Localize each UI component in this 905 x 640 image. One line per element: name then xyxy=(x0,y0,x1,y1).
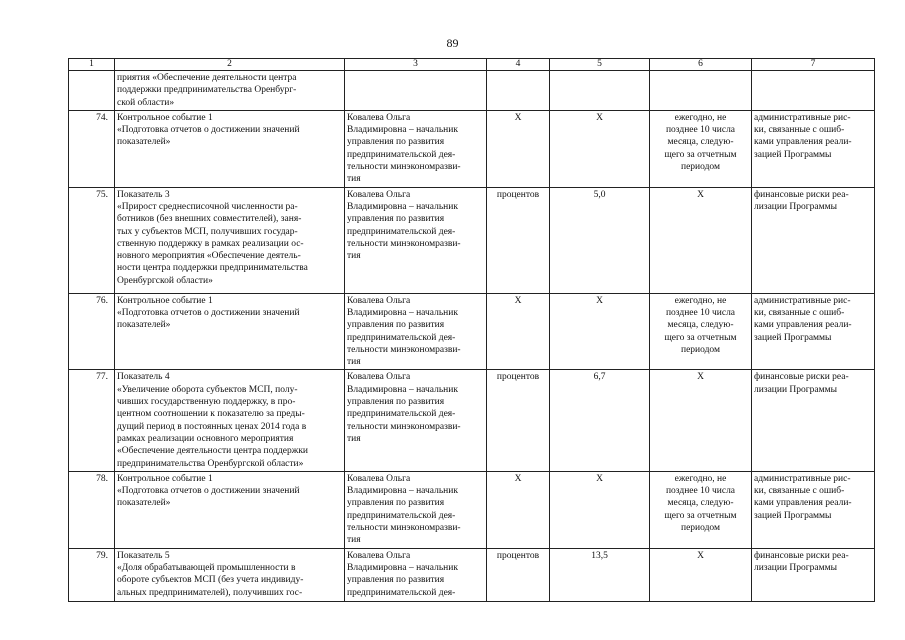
term-cell: ежегодно, не позднее 10 числа месяца, следую- щего за отчетным периодом xyxy=(650,293,752,370)
table-row xyxy=(69,293,875,370)
value-cell: X xyxy=(550,293,650,370)
row-number xyxy=(69,71,115,111)
value-cell: 6,7 xyxy=(550,370,650,471)
responsible-cell: Ковалева Ольга Владимировна – начальник управления по развития предпринимательской дея- тельности минэкономразви- тия xyxy=(345,293,487,370)
unit-cell: процентов xyxy=(487,187,550,293)
row-number: 75. xyxy=(69,187,115,293)
unit-cell: X xyxy=(487,293,550,370)
column-number: 3 xyxy=(345,59,487,71)
column-number: 4 xyxy=(487,59,550,71)
table-row xyxy=(69,370,875,471)
term-cell: ежегодно, не позднее 10 числа месяца, следую- щего за отчетным периодом xyxy=(650,471,752,548)
term-cell: X xyxy=(650,370,752,471)
description-cell: Контрольное событие 1 «Подготовка отчетов о достижении значений показателей» xyxy=(115,471,345,548)
value-cell xyxy=(550,71,650,111)
description-cell: Контрольное событие 1 «Подготовка отчетов о достижении значений показателей» xyxy=(115,110,345,187)
unit-cell xyxy=(487,71,550,111)
column-number: 6 xyxy=(650,59,752,71)
term-cell: X xyxy=(650,187,752,293)
program-table xyxy=(68,58,875,602)
responsible-cell: Ковалева Ольга Владимировна – начальник управления по развития предпринимательской дея- тельности минэкономразви- тия xyxy=(345,370,487,471)
risk-cell: финансовые риски реа- лизации Программы xyxy=(752,370,875,471)
value-cell: 13,5 xyxy=(550,548,650,601)
column-number: 2 xyxy=(115,59,345,71)
responsible-cell: Ковалева Ольга Владимировна – начальник управления по развития предпринимательской дея- тельности минэкономразви- тия xyxy=(345,471,487,548)
responsible-cell xyxy=(345,71,487,111)
column-number: 5 xyxy=(550,59,650,71)
description-cell: приятия «Обеспечение деятельности центра поддержки предпринимательства Оренбург- ской области» xyxy=(115,71,345,111)
unit-cell: X xyxy=(487,471,550,548)
unit-cell: X xyxy=(487,110,550,187)
term-cell: X xyxy=(650,548,752,601)
responsible-cell: Ковалева Ольга Владимировна – начальник управления по развития предпринимательской дея- xyxy=(345,548,487,601)
responsible-cell: Ковалева Ольга Владимировна – начальник управления по развития предпринимательской дея- тельности минэкономразви- тия xyxy=(345,110,487,187)
table-row xyxy=(69,187,875,293)
risk-cell: финансовые риски реа- лизации Программы xyxy=(752,548,875,601)
risk-cell: административные рис- ки, связанные с ошиб- ками управления реали- зацией Программы xyxy=(752,110,875,187)
row-number: 74. xyxy=(69,110,115,187)
row-number: 78. xyxy=(69,471,115,548)
row-number: 76. xyxy=(69,293,115,370)
table-row xyxy=(69,110,875,187)
page-number: 89 xyxy=(446,36,459,50)
unit-cell: процентов xyxy=(487,370,550,471)
table-row xyxy=(69,71,875,111)
description-cell: Показатель 5 «Доля обрабатывающей промышленности в обороте субъектов МСП (без учета индивиду- альных предпринимателей), получивших гос- xyxy=(115,548,345,601)
value-cell: X xyxy=(550,471,650,548)
row-number: 77. xyxy=(69,370,115,471)
description-cell: Контрольное событие 1 «Подготовка отчетов о достижении значений показателей» xyxy=(115,293,345,370)
column-number: 7 xyxy=(752,59,875,71)
risk-cell: финансовые риски реа- лизации Программы xyxy=(752,187,875,293)
description-cell: Показатель 3 «Прирост среднесписочной численности ра- ботников (без внешних совместителей), заня- тых у субъектов МСП, получивших государ- ственную поддержку в рамках реализации ос- новного мероприятия «Обеспечение деятель- ности центра поддержки предпринимательства Оренбургской области» xyxy=(115,187,345,293)
row-number: 79. xyxy=(69,548,115,601)
term-cell: ежегодно, не позднее 10 числа месяца, следую- щего за отчетным периодом xyxy=(650,110,752,187)
description-cell: Показатель 4 «Увеличение оборота субъектов МСП, полу- чивших государственную поддержку, в про- центном соотношении к показателю за преды- дущий период в постоянных ценах 2014 года в рамках реализации основного мероприятия «Обеспечение деятельности центра поддержки предпринимательства Оренбургской области» xyxy=(115,370,345,471)
risk-cell: административные рис- ки, связанные с ошиб- ками управления реали- зацией Программы xyxy=(752,293,875,370)
unit-cell: процентов xyxy=(487,548,550,601)
term-cell xyxy=(650,71,752,111)
table-row xyxy=(69,548,875,601)
value-cell: 5,0 xyxy=(550,187,650,293)
risk-cell xyxy=(752,71,875,111)
value-cell: X xyxy=(550,110,650,187)
table-row xyxy=(69,471,875,548)
column-number: 1 xyxy=(69,59,115,71)
responsible-cell: Ковалева Ольга Владимировна – начальник управления по развития предпринимательской дея- тельности минэкономразви- тия xyxy=(345,187,487,293)
risk-cell: административные рис- ки, связанные с ошиб- ками управления реали- зацией Программы xyxy=(752,471,875,548)
column-number-row xyxy=(69,59,875,71)
